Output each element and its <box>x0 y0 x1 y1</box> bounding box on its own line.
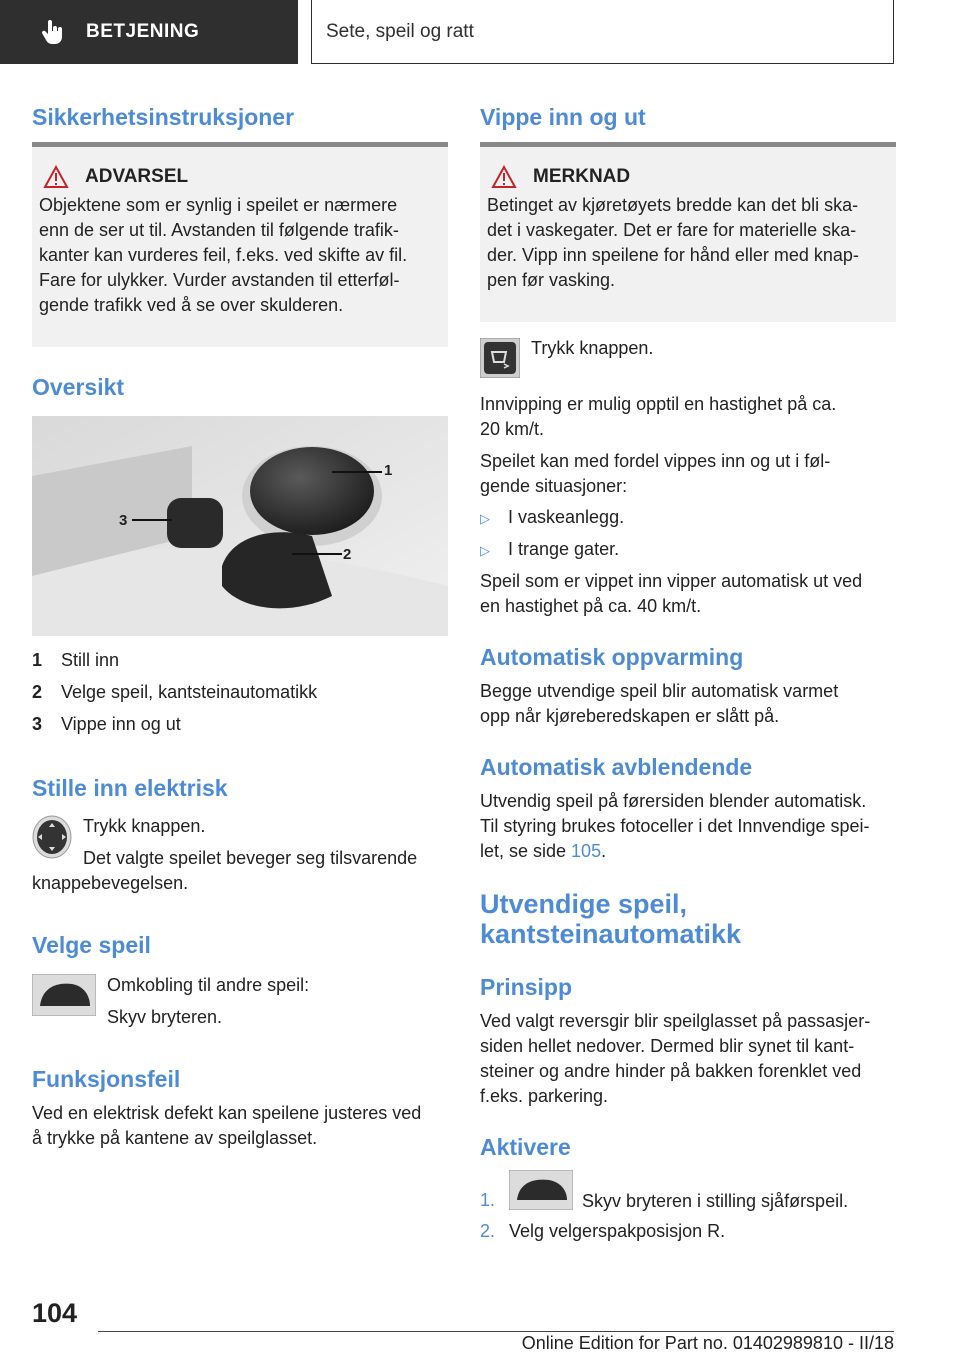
heat-heading: Automatisk oppvarming <box>480 644 744 670</box>
warning-line: enn de ser ut til. Avstanden til følgende trafik- <box>39 220 399 240</box>
dim-line: Til styring brukes fotoceller i det Innvendige spei- <box>480 816 870 836</box>
activate-heading: Aktivere <box>480 1134 571 1160</box>
legend-item: 1 Still inn <box>32 650 120 670</box>
footer-divider <box>98 1331 894 1332</box>
legend-item: 2 Velge speil, kantsteinautomatikk <box>32 682 318 702</box>
note-line: der. Vipp inn speilene for hånd eller med knap- <box>487 245 859 265</box>
fold-text: Speil som er vippet inn vipper automatisk ut ved <box>480 571 863 591</box>
mirror-selector-switch-icon <box>32 974 96 1016</box>
principle-line: steiner og andre hinder på bakken forenklet ved <box>480 1061 862 1081</box>
callout-1: 1 <box>384 462 393 479</box>
list-item: ▷ I vaskeanlegg. <box>480 507 625 527</box>
electric-line: Det valgte speilet beveger seg tilsvarende <box>83 848 418 868</box>
note-triangle-icon <box>491 165 517 189</box>
press-button-text: Trykk knappen. <box>531 338 654 358</box>
fold-text: Speilet kan med fordel vippes inn og ut i føl- <box>480 451 831 471</box>
warning-triangle-icon <box>43 165 69 189</box>
fault-heading: Funksjonsfeil <box>32 1066 181 1092</box>
heat-line: opp når kjøreberedskapen er slått på. <box>480 706 780 726</box>
warning-line: Fare for ulykker. Vurder avstanden til etterføl- <box>39 270 400 290</box>
step-item: 1. <box>480 1190 496 1210</box>
page-link[interactable]: 105 <box>571 841 602 861</box>
safety-heading: Sikkerhetsinstruksjoner <box>32 104 295 130</box>
warning-line: kanter kan vurderes feil, f.eks. ved skifte av fil. <box>39 245 408 265</box>
step-item: 2. Velg velgerspakposisjon R. <box>480 1221 726 1241</box>
mirror-adjust-button-icon <box>32 814 72 860</box>
principle-line: Ved valgt reversgir blir speilglasset på passasjer- <box>480 1011 871 1031</box>
note-line: Betinget av kjøretøyets bredde kan det bli ska- <box>487 195 859 215</box>
fold-heading: Vippe inn og ut <box>480 104 646 130</box>
fault-line: å trykke på kantene av speilglasset. <box>32 1128 318 1148</box>
step-text: Skyv bryteren i stilling sjåførspeil. <box>582 1191 849 1211</box>
list-item: ▷ I trange gater. <box>480 539 620 559</box>
note-title: MERKNAD <box>533 166 631 187</box>
header-section-label: BETJENING <box>86 21 200 42</box>
warning-box <box>32 142 448 347</box>
header-section-tab <box>0 0 298 64</box>
warning-line: Objektene som er synlig i speilet er nærmere <box>39 195 398 215</box>
header-chapter-label: Sete, speil og ratt <box>326 20 474 42</box>
heat-line: Begge utvendige speil blir automatisk varmet <box>480 681 839 701</box>
principle-line: f.eks. parkering. <box>480 1086 609 1106</box>
page-number: 104 <box>32 1298 78 1328</box>
footer-edition: Online Edition for Part no. 01402989810 - II/18 <box>521 1333 894 1353</box>
fold-text: Innvipping er mulig opptil en hastighet på ca. <box>480 394 837 414</box>
dim-line: Utvendig speil på førersiden blender automatisk. <box>480 791 867 811</box>
mirror-selector-switch-icon <box>509 1170 573 1210</box>
mirror-control-panel-illustration <box>32 416 448 636</box>
note-box <box>480 142 896 322</box>
principle-line: siden hellet nedover. Dermed blir synet til kant- <box>480 1036 855 1056</box>
hand-pointer-icon <box>40 19 66 45</box>
select-heading: Velge speil <box>32 932 151 958</box>
electric-heading: Stille inn elektrisk <box>32 775 228 801</box>
legend-item: 3 Vippe inn og ut <box>32 714 181 734</box>
select-line: Skyv bryteren. <box>107 1007 223 1027</box>
callout-2: 2 <box>343 546 352 563</box>
select-line: Omkobling til andre speil: <box>107 975 310 995</box>
bullet-triangle-icon: ▷ <box>480 543 490 558</box>
dim-heading: Automatisk avblendende <box>480 754 753 780</box>
bullet-triangle-icon: ▷ <box>480 511 490 526</box>
note-line: det i vaskegater. Det er fare for materielle ska- <box>487 220 857 240</box>
electric-line: Trykk knappen. <box>83 816 206 836</box>
warning-title: ADVARSEL <box>85 166 189 187</box>
curb-heading-line2: kantsteinautomatikk <box>480 919 742 949</box>
fold-text: gende situasjoner: <box>480 476 628 496</box>
fault-line: Ved en elektrisk defekt kan speilene justeres ved <box>32 1103 422 1123</box>
header-chapter <box>311 0 894 64</box>
principle-heading: Prinsipp <box>480 974 573 1000</box>
electric-line: knappebevegelsen. <box>32 873 189 893</box>
dim-line: let, se side 105. <box>480 841 607 861</box>
overview-heading: Oversikt <box>32 374 125 400</box>
fold-text: en hastighet på ca. 40 km/t. <box>480 596 702 616</box>
callout-3: 3 <box>119 512 128 529</box>
note-line: pen før vasking. <box>487 270 616 290</box>
fold-text: 20 km/t. <box>480 419 545 439</box>
warning-line: gende trafikk ved å se over skulderen. <box>39 295 344 315</box>
fold-mirror-button-icon <box>480 338 520 378</box>
curb-heading-line1: Utvendige speil, <box>480 889 688 919</box>
